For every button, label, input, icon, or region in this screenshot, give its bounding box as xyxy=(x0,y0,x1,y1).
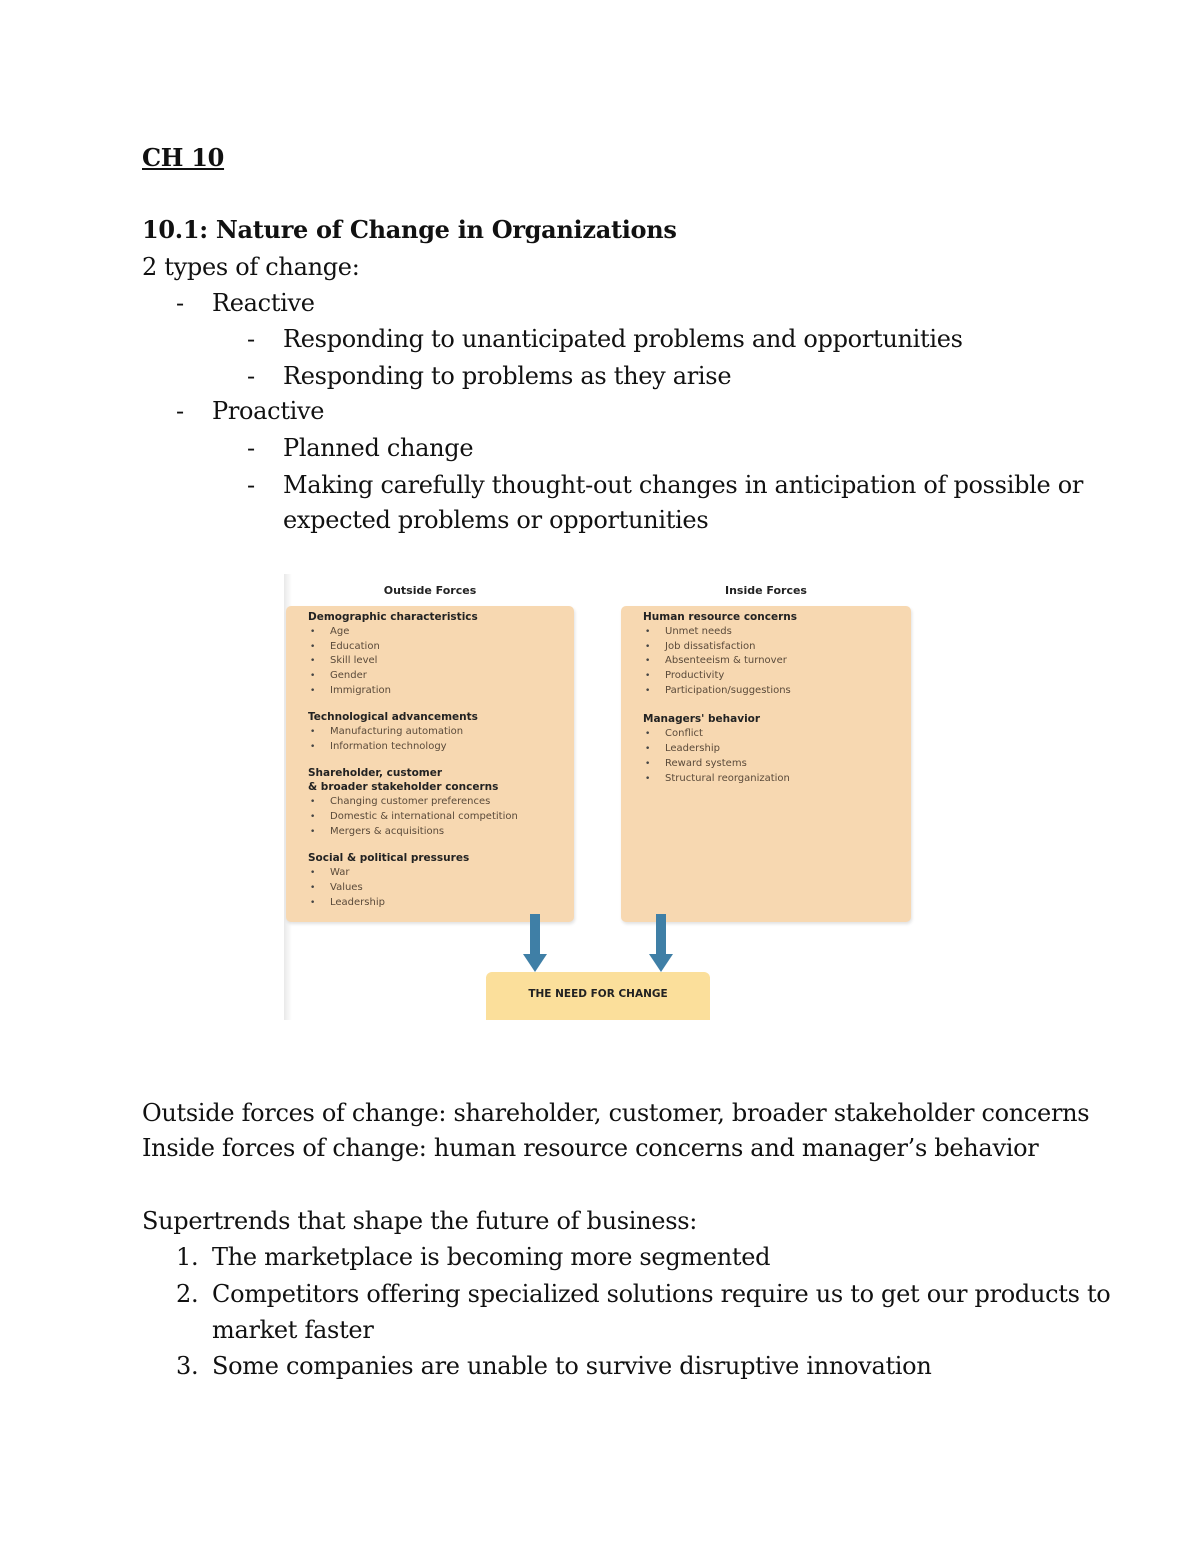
bullet-icon: • xyxy=(645,759,651,769)
item-text: Information technology xyxy=(330,741,447,752)
item-text: Domestic & international competition xyxy=(330,811,518,822)
list-item xyxy=(310,654,377,669)
outside-forces-panel xyxy=(286,606,574,922)
group-title-continued: & broader stakeholder concerns xyxy=(308,781,499,793)
list-number: 1. xyxy=(176,1243,199,1271)
supertrend-item: The marketplace is becoming more segmented xyxy=(212,1243,771,1271)
list-item xyxy=(310,881,363,896)
bullet-icon: • xyxy=(645,774,651,784)
section-title: 10.1: Nature of Change in Organizations xyxy=(142,215,677,244)
bullet-icon: • xyxy=(310,656,316,666)
outside-forces-heading: Outside Forces xyxy=(383,584,477,597)
need-for-change-label: THE NEED FOR CHANGE xyxy=(528,988,668,1000)
item-text: War xyxy=(330,867,350,878)
bullet-icon: • xyxy=(310,727,316,737)
list-number: 2. xyxy=(176,1280,199,1308)
bullet-icon: • xyxy=(310,883,316,893)
arrow-down-icon xyxy=(521,914,549,974)
list-item xyxy=(310,669,367,684)
outside-forces-summary: Outside forces of change: shareholder, customer, broader stakeholder concerns xyxy=(142,1099,1090,1127)
item-text: Immigration xyxy=(330,685,391,696)
bullet-icon: • xyxy=(310,686,316,696)
supertrend-item: Competitors offering specialized solutions require us to get our products to xyxy=(212,1280,1111,1308)
item-text: Absenteeism & turnover xyxy=(665,655,787,666)
list-item xyxy=(645,640,755,655)
change-point-continued: expected problems or opportunities xyxy=(283,506,709,534)
bullet-icon: • xyxy=(310,742,316,752)
bullet-icon: • xyxy=(645,627,651,637)
item-text: Changing customer preferences xyxy=(330,796,491,807)
item-text: Structural reorganization xyxy=(665,773,790,784)
chapter-title: CH 10 xyxy=(142,143,225,172)
dash-marker: - xyxy=(247,362,255,390)
item-text: Productivity xyxy=(665,670,725,681)
list-item xyxy=(310,825,444,840)
list-item xyxy=(310,625,349,640)
bullet-icon: • xyxy=(310,627,316,637)
group-title: Managers' behavior xyxy=(643,713,761,725)
list-item xyxy=(645,772,790,787)
change-point: Responding to unanticipated problems and opportunities xyxy=(283,325,963,353)
item-text: Manufacturing automation xyxy=(330,726,464,737)
list-item xyxy=(310,740,447,755)
inside-forces-panel xyxy=(621,606,911,922)
item-text: Reward systems xyxy=(665,758,747,769)
item-text: Leadership xyxy=(330,897,385,908)
supertrend-item: Some companies are unable to survive disruptive innovation xyxy=(212,1352,932,1380)
inside-forces-heading: Inside Forces xyxy=(725,584,807,597)
dash-marker: - xyxy=(247,434,255,462)
item-text: Participation/suggestions xyxy=(665,685,791,696)
dash-marker: - xyxy=(247,325,255,353)
group-title: Technological advancements xyxy=(308,711,478,723)
inside-forces-summary: Inside forces of change: human resource concerns and manager’s behavior xyxy=(142,1134,1039,1162)
list-item xyxy=(310,866,350,881)
item-text: Education xyxy=(330,641,380,652)
types-intro: 2 types of change: xyxy=(142,253,360,281)
item-text: Skill level xyxy=(330,655,378,666)
change-point: Making carefully thought-out changes in anticipation of possible or xyxy=(283,471,1084,499)
list-item xyxy=(310,896,385,911)
group-title: Social & political pressures xyxy=(308,852,470,864)
change-point: Planned change xyxy=(283,434,474,462)
change-type-label: Reactive xyxy=(212,289,315,317)
arrow-down-icon xyxy=(647,914,675,974)
item-text: Unmet needs xyxy=(665,626,732,637)
dash-marker: - xyxy=(176,289,184,317)
bullet-icon: • xyxy=(645,744,651,754)
bullet-icon: • xyxy=(645,686,651,696)
group-title: Demographic characteristics xyxy=(308,611,478,623)
item-text: Conflict xyxy=(665,728,703,739)
supertrend-item-continued: market faster xyxy=(212,1316,374,1344)
bullet-icon: • xyxy=(310,671,316,681)
bullet-icon: • xyxy=(310,868,316,878)
change-point: Responding to problems as they arise xyxy=(283,362,732,390)
list-item xyxy=(645,757,747,772)
item-text: Leadership xyxy=(665,743,720,754)
item-text: Mergers & acquisitions xyxy=(330,826,445,837)
bullet-icon: • xyxy=(310,898,316,908)
bullet-icon: • xyxy=(310,827,316,837)
list-item xyxy=(645,669,724,684)
bullet-icon: • xyxy=(645,729,651,739)
group-title: Human resource concerns xyxy=(643,611,797,623)
dash-marker: - xyxy=(176,397,184,425)
bullet-icon: • xyxy=(310,797,316,807)
need-for-change-box xyxy=(486,972,710,1020)
list-item xyxy=(645,727,703,742)
item-text: Age xyxy=(330,626,350,637)
list-item xyxy=(310,640,380,655)
bullet-icon: • xyxy=(310,812,316,822)
item-text: Job dissatisfaction xyxy=(665,641,756,652)
bullet-icon: • xyxy=(645,671,651,681)
bullet-icon: • xyxy=(645,642,651,652)
list-item xyxy=(645,742,720,757)
list-number: 3. xyxy=(176,1352,199,1380)
group-title: Shareholder, customer xyxy=(308,767,443,779)
list-item xyxy=(310,810,518,825)
bullet-icon: • xyxy=(310,642,316,652)
list-item xyxy=(310,795,490,810)
list-item xyxy=(310,684,391,699)
forces-of-change-figure xyxy=(284,574,916,1020)
supertrends-intro: Supertrends that shape the future of business: xyxy=(142,1207,698,1235)
item-text: Values xyxy=(330,882,363,893)
list-item xyxy=(645,654,787,669)
change-type-label: Proactive xyxy=(212,397,325,425)
list-item xyxy=(645,684,791,699)
item-text: Gender xyxy=(330,670,367,681)
list-item xyxy=(310,725,463,740)
bullet-icon: • xyxy=(645,656,651,666)
list-item xyxy=(645,625,732,640)
dash-marker: - xyxy=(247,471,255,499)
